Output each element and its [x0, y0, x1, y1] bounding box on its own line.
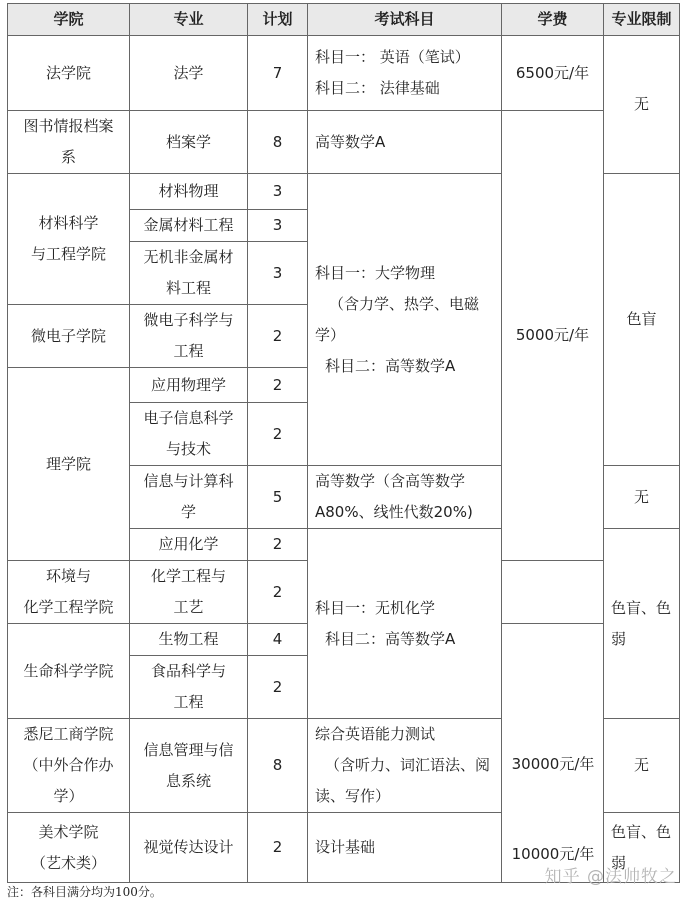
fee-cell: 6500元/年 [502, 36, 604, 111]
plan-cell: 4 [248, 624, 308, 656]
plan-cell: 2 [248, 656, 308, 719]
header-row [8, 4, 680, 36]
footnote: 注：各科目满分均为100分。 [7, 885, 162, 899]
exam-cell: 高等数学（含高等数学 A80%、线性代数20%) [308, 466, 502, 529]
plan-cell: 5 [248, 466, 308, 529]
exam-cell: 设计基础 [308, 813, 502, 883]
plan-cell: 2 [248, 813, 308, 883]
restriction-cell: 色盲、色 弱 [604, 813, 680, 883]
major-cell: 金属材料工程 [130, 210, 248, 242]
major-cell: 化学工程与 工艺 [130, 561, 248, 624]
major-cell: 档案学 [130, 111, 248, 174]
plan-cell: 2 [248, 368, 308, 403]
college-cell: 理学院 [8, 368, 130, 561]
college-cell: 法学院 [8, 36, 130, 111]
major-cell: 信息与计算科 学 [130, 466, 248, 529]
header-major: 专业 [130, 4, 248, 36]
header-plan: 计划 [248, 4, 308, 36]
plan-cell: 2 [248, 403, 308, 466]
admissions-table [7, 3, 680, 883]
restriction-cell: 色盲 [604, 174, 680, 466]
restriction-cell: 无 [604, 466, 680, 529]
major-cell: 视觉传达设计 [130, 813, 248, 883]
plan-cell: 3 [248, 242, 308, 305]
major-cell: 材料物理 [130, 174, 248, 210]
college-cell: 悉尼工商学院 （中外合作办 学） [8, 719, 130, 813]
plan-cell: 2 [248, 561, 308, 624]
table-row [8, 111, 680, 174]
major-cell: 食品科学与 工程 [130, 656, 248, 719]
major-cell: 生物工程 [130, 624, 248, 656]
college-cell: 微电子学院 [8, 305, 130, 368]
restriction-cell: 色盲、色 弱 [604, 529, 680, 719]
college-cell: 材料科学 与工程学院 [8, 174, 130, 305]
exam-cell: 高等数学A [308, 111, 502, 174]
college-cell: 环境与 化学工程学院 [8, 561, 130, 624]
header-exam: 考试科目 [308, 4, 502, 36]
college-cell: 生命科学学院 [8, 624, 130, 719]
plan-cell: 7 [248, 36, 308, 111]
major-cell: 法学 [130, 36, 248, 111]
table-row [8, 36, 680, 111]
college-cell: 图书情报档案 系 [8, 111, 130, 174]
major-cell: 应用物理学 [130, 368, 248, 403]
header-restriction: 专业限制 [604, 4, 680, 36]
plan-cell: 2 [248, 305, 308, 368]
major-cell: 无机非金属材 料工程 [130, 242, 248, 305]
restriction-cell: 无 [604, 36, 680, 174]
restriction-cell: 无 [604, 719, 680, 813]
major-cell: 微电子科学与 工程 [130, 305, 248, 368]
exam-cell: 科目一： 英语（笔试） 科目二： 法律基础 [308, 36, 502, 111]
header-college: 学院 [8, 4, 130, 36]
exam-cell: 综合英语能力测试 （含听力、词汇语法、阅 读、写作） [308, 719, 502, 813]
plan-cell: 2 [248, 529, 308, 561]
fee-art: 10000元/年 [511, 845, 595, 863]
plan-cell: 3 [248, 210, 308, 242]
watermark: 知乎 @法帅牧之 [544, 867, 677, 887]
fee-cell: 5000元/年 [502, 111, 604, 561]
exam-cell: 科目一：大学物理 （含力学、热学、电磁 学） 科目二：高等数学A [308, 174, 502, 466]
major-cell: 信息管理与信 息系统 [130, 719, 248, 813]
major-cell: 电子信息科学 与技术 [130, 403, 248, 466]
major-cell: 应用化学 [130, 529, 248, 561]
header-fee: 学费 [502, 4, 604, 36]
college-cell: 美术学院 （艺术类） [8, 813, 130, 883]
plan-cell: 3 [248, 174, 308, 210]
plan-cell: 8 [248, 111, 308, 174]
fee-sydney: 30000元/年 [511, 755, 595, 773]
exam-cell: 科目一：无机化学 科目二：高等数学A [308, 529, 502, 719]
plan-cell: 8 [248, 719, 308, 813]
